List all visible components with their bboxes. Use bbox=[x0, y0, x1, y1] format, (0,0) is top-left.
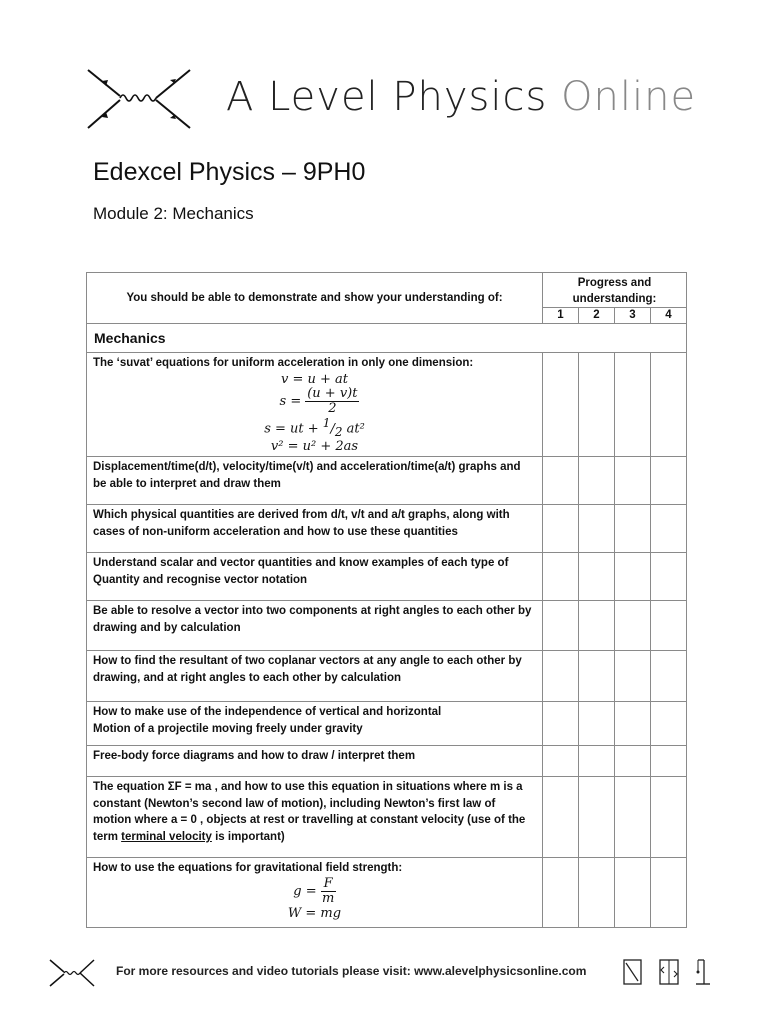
gravity-numerator: F bbox=[321, 877, 336, 892]
table-row bbox=[87, 505, 687, 553]
scale-4: 4 bbox=[651, 308, 687, 324]
progress-box-2[interactable] bbox=[579, 505, 615, 553]
footer-text: For more resources and video tutorials please visit: www.alevelphysicsonline.com bbox=[116, 964, 587, 978]
table-row bbox=[87, 746, 687, 777]
gravity-equation-1 bbox=[93, 877, 536, 906]
objective-text: Understand scalar and vector quantities and know examples of each type of Quantity and recognise vector notation bbox=[87, 553, 543, 601]
progress-box-1[interactable] bbox=[543, 651, 579, 702]
checklist-table bbox=[86, 272, 687, 928]
equation-3-part-b: at² bbox=[346, 420, 365, 436]
progress-box-2[interactable] bbox=[579, 651, 615, 702]
progress-box-3[interactable] bbox=[615, 746, 651, 777]
objective-text-post: is important) bbox=[211, 830, 285, 843]
scale-1: 1 bbox=[543, 308, 579, 324]
progress-box-4[interactable] bbox=[651, 505, 687, 553]
progress-box-1[interactable] bbox=[543, 353, 579, 457]
progress-box-2[interactable] bbox=[579, 601, 615, 651]
progress-box-4[interactable] bbox=[651, 601, 687, 651]
progress-box-3[interactable] bbox=[615, 702, 651, 746]
progress-heading: Progress and understanding: bbox=[543, 273, 687, 308]
progress-box-1[interactable] bbox=[543, 505, 579, 553]
gravity-equations bbox=[93, 877, 536, 921]
objective-text-pre: The equation ΣF = ma , and how to use this equation in situations where m is a constant (Newton’s second law of motion), including Newton’s first law of motion where a = 0 , objects at rest or travelling at constant velocity (use of the term bbox=[93, 781, 526, 843]
notepad-icon bbox=[622, 957, 644, 987]
brand-name bbox=[226, 74, 696, 120]
progress-box-3[interactable] bbox=[615, 353, 651, 457]
progress-box-1[interactable] bbox=[543, 457, 579, 505]
progress-box-3[interactable] bbox=[615, 505, 651, 553]
progress-box-4[interactable] bbox=[651, 858, 687, 928]
progress-box-1[interactable] bbox=[543, 553, 579, 601]
flip-book-icon bbox=[658, 957, 680, 987]
gravity-equation-1-lhs: g = bbox=[293, 883, 317, 899]
objective-text: The ‘suvat’ equations for uniform acceleration in only one dimension: bbox=[93, 357, 474, 369]
objective-cell bbox=[87, 777, 543, 858]
progress-box-2[interactable] bbox=[579, 353, 615, 457]
objective-cell bbox=[87, 702, 543, 746]
feynman-diagram-logo bbox=[84, 66, 194, 132]
progress-box-4[interactable] bbox=[651, 651, 687, 702]
equation-3-half-numerator: 1 bbox=[322, 415, 331, 430]
gravity-denominator: m bbox=[322, 890, 335, 906]
page-title: Edexcel Physics – 9PH0 bbox=[93, 158, 366, 186]
table-row bbox=[87, 858, 687, 928]
progress-box-4[interactable] bbox=[651, 353, 687, 457]
objective-text: How to find the resultant of two coplanar vectors at any angle to each other by drawing, and at right angles to each other by calculation bbox=[87, 651, 543, 702]
stand-apparatus-icon bbox=[692, 957, 714, 987]
progress-box-1[interactable] bbox=[543, 746, 579, 777]
progress-box-2[interactable] bbox=[579, 746, 615, 777]
progress-box-3[interactable] bbox=[615, 777, 651, 858]
table-intro: You should be able to demonstrate and show your understanding of: bbox=[87, 273, 543, 324]
table-row bbox=[87, 777, 687, 858]
progress-box-2[interactable] bbox=[579, 702, 615, 746]
progress-box-3[interactable] bbox=[615, 553, 651, 601]
table-row bbox=[87, 553, 687, 601]
progress-box-1[interactable] bbox=[543, 601, 579, 651]
equation-2-numerator: (u + v)t bbox=[307, 385, 358, 401]
suvat-equations bbox=[93, 372, 536, 455]
gravity-equation-2: W = mg bbox=[287, 905, 342, 921]
objective-line-1: How to make use of the independence of vertical and horizontal bbox=[93, 706, 442, 719]
equation-2 bbox=[103, 387, 536, 416]
table-row bbox=[87, 601, 687, 651]
progress-box-3[interactable] bbox=[615, 457, 651, 505]
progress-box-3[interactable] bbox=[615, 601, 651, 651]
table-row bbox=[87, 702, 687, 746]
progress-box-2[interactable] bbox=[579, 457, 615, 505]
progress-box-2[interactable] bbox=[579, 858, 615, 928]
equation-3-half-denominator: 2 bbox=[334, 424, 343, 439]
scale-3: 3 bbox=[615, 308, 651, 324]
objective-cell bbox=[87, 353, 543, 457]
objective-text-underlined: terminal velocity bbox=[121, 830, 212, 843]
objective-text: How to use the equations for gravitational field strength: bbox=[93, 862, 403, 875]
objective-text: Displacement/time(d/t), velocity/time(v/t) and acceleration/time(a/t) graphs and be able to interpret and draw them bbox=[87, 457, 543, 505]
equation-1: v = u + at bbox=[280, 371, 348, 387]
progress-box-4[interactable] bbox=[651, 553, 687, 601]
equation-3: s = ut + $^1/_2$ at² bbox=[264, 415, 365, 439]
brand-main: A Level Physics bbox=[226, 74, 562, 120]
objective-line-2: Motion of a projectile moving freely under gravity bbox=[93, 722, 363, 735]
equation-3-part-a: s = ut + bbox=[264, 420, 319, 436]
objective-text: Free-body force diagrams and how to draw / interpret them bbox=[87, 746, 543, 777]
module-subtitle: Module 2: Mechanics bbox=[93, 204, 254, 223]
objective-text: Which physical quantities are derived from d/t, v/t and a/t graphs, along with cases of non-uniform acceleration and how to use these quantities bbox=[87, 505, 543, 553]
scale-2: 2 bbox=[579, 308, 615, 324]
progress-box-2[interactable] bbox=[579, 553, 615, 601]
footer-logo-icon bbox=[48, 958, 96, 988]
progress-box-3[interactable] bbox=[615, 858, 651, 928]
objective-cell bbox=[87, 858, 543, 928]
progress-box-4[interactable] bbox=[651, 777, 687, 858]
progress-box-4[interactable] bbox=[651, 457, 687, 505]
progress-box-2[interactable] bbox=[579, 777, 615, 858]
progress-box-1[interactable] bbox=[543, 858, 579, 928]
progress-box-1[interactable] bbox=[543, 777, 579, 858]
progress-box-4[interactable] bbox=[651, 702, 687, 746]
table-row bbox=[87, 457, 687, 505]
table-row bbox=[87, 353, 687, 457]
brand-online: Online bbox=[561, 74, 697, 120]
equation-4: v² = u² + 2as bbox=[270, 439, 359, 455]
progress-box-1[interactable] bbox=[543, 702, 579, 746]
table-row bbox=[87, 651, 687, 702]
progress-box-4[interactable] bbox=[651, 746, 687, 777]
equation-2-denominator: 2 bbox=[328, 400, 337, 416]
section-heading: Mechanics bbox=[87, 324, 687, 353]
objective-text: Be able to resolve a vector into two components at right angles to each other by drawing and by calculation bbox=[87, 601, 543, 651]
equation-2-lhs: s = bbox=[279, 393, 302, 409]
progress-box-3[interactable] bbox=[615, 651, 651, 702]
